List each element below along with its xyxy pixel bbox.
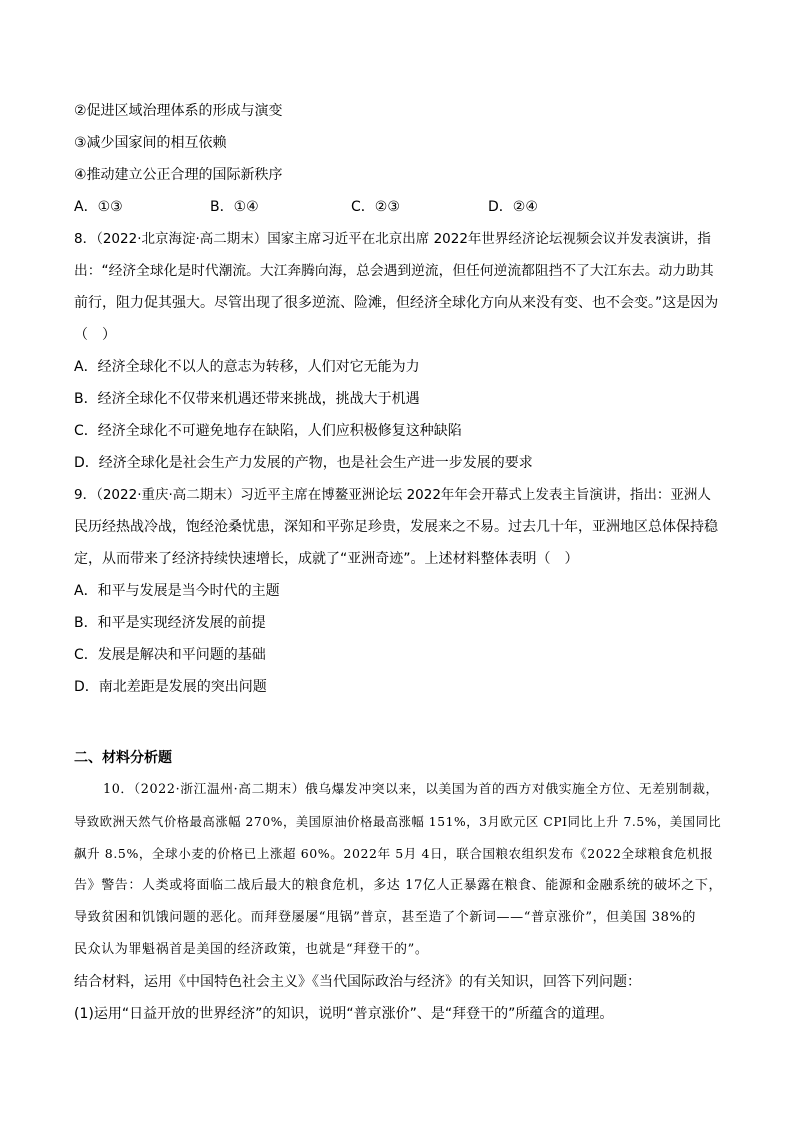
q8-option-a: A．经济全球化不以人的意志为转移，人们对它无能为力 (74, 359, 420, 375)
q9-option-d: D．南北差距是发展的突出问题 (74, 679, 267, 695)
q8-option-b: B．经济全球化不仅带来机遇还带来挑战，挑战大于机遇 (74, 391, 420, 407)
q10-material-line-4: 告》警告：人类或将面临二战后最大的粮食危机，多达 17亿人正暴露在粮食、能源和金融系统的破坏之下， (74, 878, 723, 893)
q10-material-line-1: 10．（2022·浙江温州·高二期末）俄乌爆发冲突以来，以美国为首的西方对俄实施全方位、无差别制裁， (103, 782, 719, 797)
q9-stem-line-1: 9．（2022·重庆·高二期末）习近平主席在博鳌亚洲论坛 2022年年会开幕式上发表主旨演讲，指出：亚洲人 (74, 487, 711, 503)
q7-option-c: C．②③ (351, 199, 400, 215)
section-heading: 二、材料分析题 (74, 750, 172, 766)
q7-statement-3: ③减少国家间的相互依赖 (74, 135, 227, 151)
q9-option-a: A．和平与发展是当今时代的主题 (74, 583, 280, 599)
q9-option-c: C．发展是解决和平问题的基础 (74, 647, 266, 663)
q7-statement-2: ②促进区域治理体系的形成与演变 (74, 103, 283, 119)
q10-material-line-6: 民众认为罪魁祸首是美国的经济政策，也就是“拜登干的”。 (74, 942, 429, 957)
q7-option-d: D．②④ (488, 199, 538, 215)
q9-option-b: B．和平是实现经济发展的前提 (74, 615, 266, 631)
q9-stem-line-2: 民历经热战冷战，饱经沧桑忧患，深知和平弥足珍贵，发展来之不易。过去几十年，亚洲地区总体保持稳 (74, 519, 718, 535)
q8-option-d: D．经济全球化是社会生产力发展的产物，也是社会生产进一步发展的要求 (74, 455, 533, 471)
q10-question-prompt: 结合材料，运用《中国特色社会主义》《当代国际政治与经济》的有关知识，回答下列问题： (74, 974, 641, 990)
q8-stem-line-1: 8．（2022·北京海淀·高二期末）国家主席习近平在北京出席 2022年世界经济论坛视频会议并发表演讲，指 (74, 231, 711, 247)
q7-option-a: A．①③ (74, 199, 123, 215)
q8-answer-blank: （ ） (74, 327, 116, 343)
q8-stem-line-2: 出：“经济全球化是时代潮流。大江奔腾向海，总会遇到逆流，但任何逆流都阻挡不了大江东去。动力助其 (74, 263, 714, 279)
q7-options (74, 198, 538, 216)
q8-option-c: C．经济全球化不可避免地存在缺陷，人们应积极修复这种缺陷 (74, 423, 462, 439)
q10-subquestion-1: (1)运用“日益开放的世界经济”的知识，说明“普京涨价”、是“拜登干的”所蕴含的道理。 (74, 1006, 614, 1022)
q7-option-b: B．①④ (210, 199, 259, 215)
q10-material-line-3: 飙升 8.5%，全球小麦的价格已上涨超 60%。2022年 5月 4日，联合国粮农组织发布《2022全球粮食危机报 (74, 846, 714, 861)
q10-material-line-5: 导致贫困和饥饿问题的恶化。而拜登屡屡“甩锅”普京，甚至造了个新词——“普京涨价”，但美国 38%的 (74, 910, 697, 925)
q8-stem-line-3: 前行，阻力促其强大。尽管出现了很多逆流、险滩，但经济全球化方向从来没有变、也不会变。”这是因为 (74, 295, 719, 311)
q7-statement-4: ④推动建立公正合理的国际新秩序 (74, 167, 283, 183)
q9-stem-line-3: 定，从而带来了经济持续快速增长，成就了“亚洲奇迹”。上述材料整体表明（ ） (74, 551, 579, 567)
q10-material-line-2: 导致欧洲天然气价格最高涨幅 270%，美国原油价格最高涨幅 151%，3月欧元区 CPI同比上升 7.5%，美国同比 (74, 815, 722, 829)
